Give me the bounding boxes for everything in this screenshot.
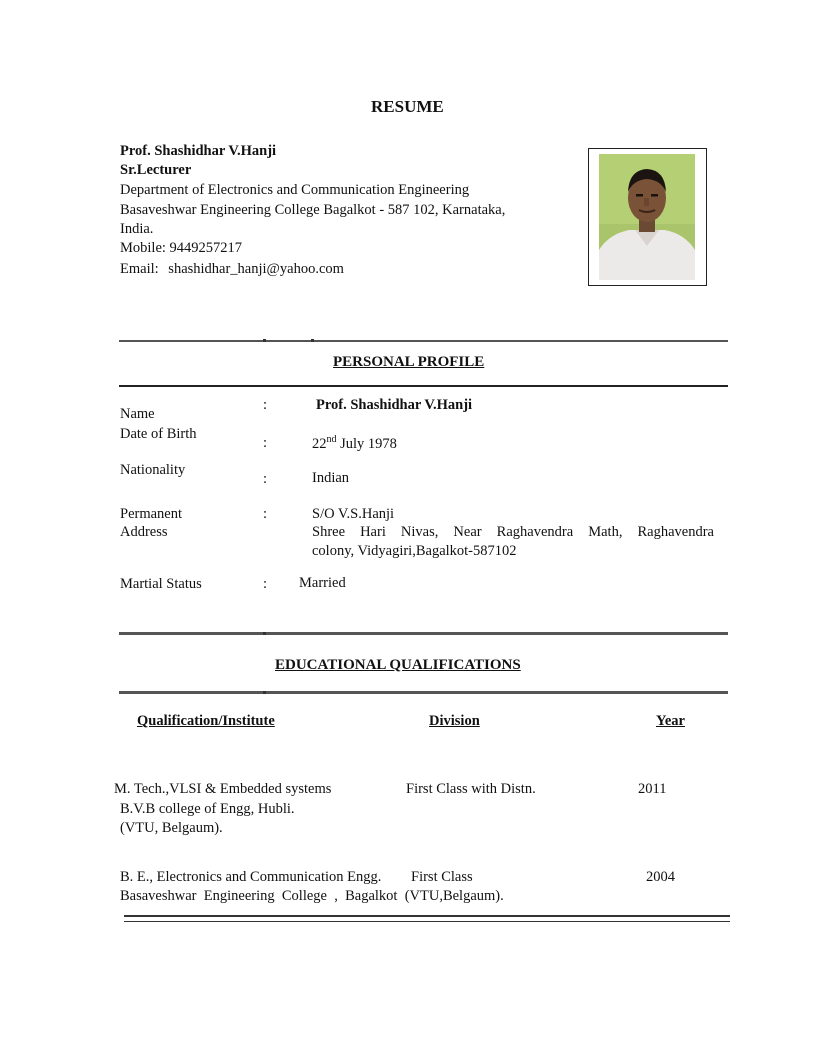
dob-day: 22 [312, 435, 327, 452]
education-heading: EDUCATIONAL QUALIFICATIONS [275, 657, 521, 673]
marital-label: Martial Status [120, 576, 202, 592]
column-header-division: Division [429, 713, 480, 729]
edu-row-2-year: 2004 [646, 869, 675, 885]
dob-value [312, 434, 397, 453]
marital-separator: : [263, 576, 268, 592]
address-line-1: S/O V.S.Hanji [312, 506, 395, 522]
divider-education-top [119, 632, 728, 635]
dob-suffix: nd [326, 434, 337, 445]
divider-tick [263, 632, 266, 635]
divider-tick [263, 339, 266, 342]
divider-tick [263, 691, 266, 694]
edu-row-1-university: (VTU, Belgaum). [120, 820, 223, 836]
edu-row-1-year: 2011 [638, 781, 667, 797]
name-value: Prof. Shashidhar V.Hanji [316, 397, 473, 413]
edu-row-1-qualification: M. Tech.,VLSI & Embedded systems [114, 781, 332, 797]
marital-value: Married [299, 575, 346, 591]
divider-education [119, 691, 728, 694]
profile-photo [599, 154, 695, 280]
divider-bottom [124, 915, 730, 922]
edu-row-2-institute: Basaveshwar Engineering College , Bagalkot (VTU,Belgaum). [120, 888, 504, 904]
nationality-value: Indian [312, 470, 350, 486]
name-separator: : [263, 397, 268, 413]
address-label-2: Address [120, 524, 168, 540]
address-line-2: Shree Hari Nivas, Near Raghavendra Math, Raghavendra [312, 524, 714, 540]
nationality-separator: : [263, 471, 268, 487]
divider-profile [119, 385, 728, 387]
header-department: Department of Electronics and Communication Engineering [120, 182, 470, 198]
header-designation: Sr.Lecturer [120, 162, 192, 178]
column-header-qualification: Qualification/Institute [137, 713, 275, 729]
divider-tick [311, 339, 314, 342]
edu-row-2-division: First Class [411, 869, 473, 885]
header-college: Basaveshwar Engineering College Bagalkot - 587 102, Karnataka, [120, 202, 506, 218]
address-line-3: colony, Vidyagiri,Bagalkot-587102 [312, 543, 517, 559]
nationality-label: Nationality [120, 462, 186, 478]
divider-top [119, 340, 728, 342]
edu-row-2-qualification: B. E., Electronics and Communication Engg. [120, 869, 382, 885]
email-link[interactable]: shashidhar_hanji@yahoo.com [168, 261, 344, 277]
edu-row-1-division: First Class with Distn. [406, 781, 536, 797]
address-separator: : [263, 506, 268, 522]
address-label-1: Permanent [120, 506, 183, 522]
email-label: Email: [120, 261, 159, 277]
edu-row-1-institute: B.V.B college of Engg, Hubli. [120, 801, 295, 817]
header-email-row [120, 261, 344, 278]
header-mobile: Mobile: 9449257217 [120, 240, 243, 256]
name-label: Name [120, 406, 155, 422]
column-header-year: Year [656, 713, 685, 729]
header-country: India. [120, 221, 154, 237]
resume-title: RESUME [371, 97, 444, 116]
profile-photo-frame [588, 148, 707, 286]
dob-separator: : [263, 435, 268, 451]
dob-rest: July 1978 [336, 435, 397, 452]
personal-profile-heading: PERSONAL PROFILE [333, 354, 485, 370]
header-name: Prof. Shashidhar V.Hanji [120, 143, 277, 159]
dob-label: Date of Birth [120, 426, 197, 442]
